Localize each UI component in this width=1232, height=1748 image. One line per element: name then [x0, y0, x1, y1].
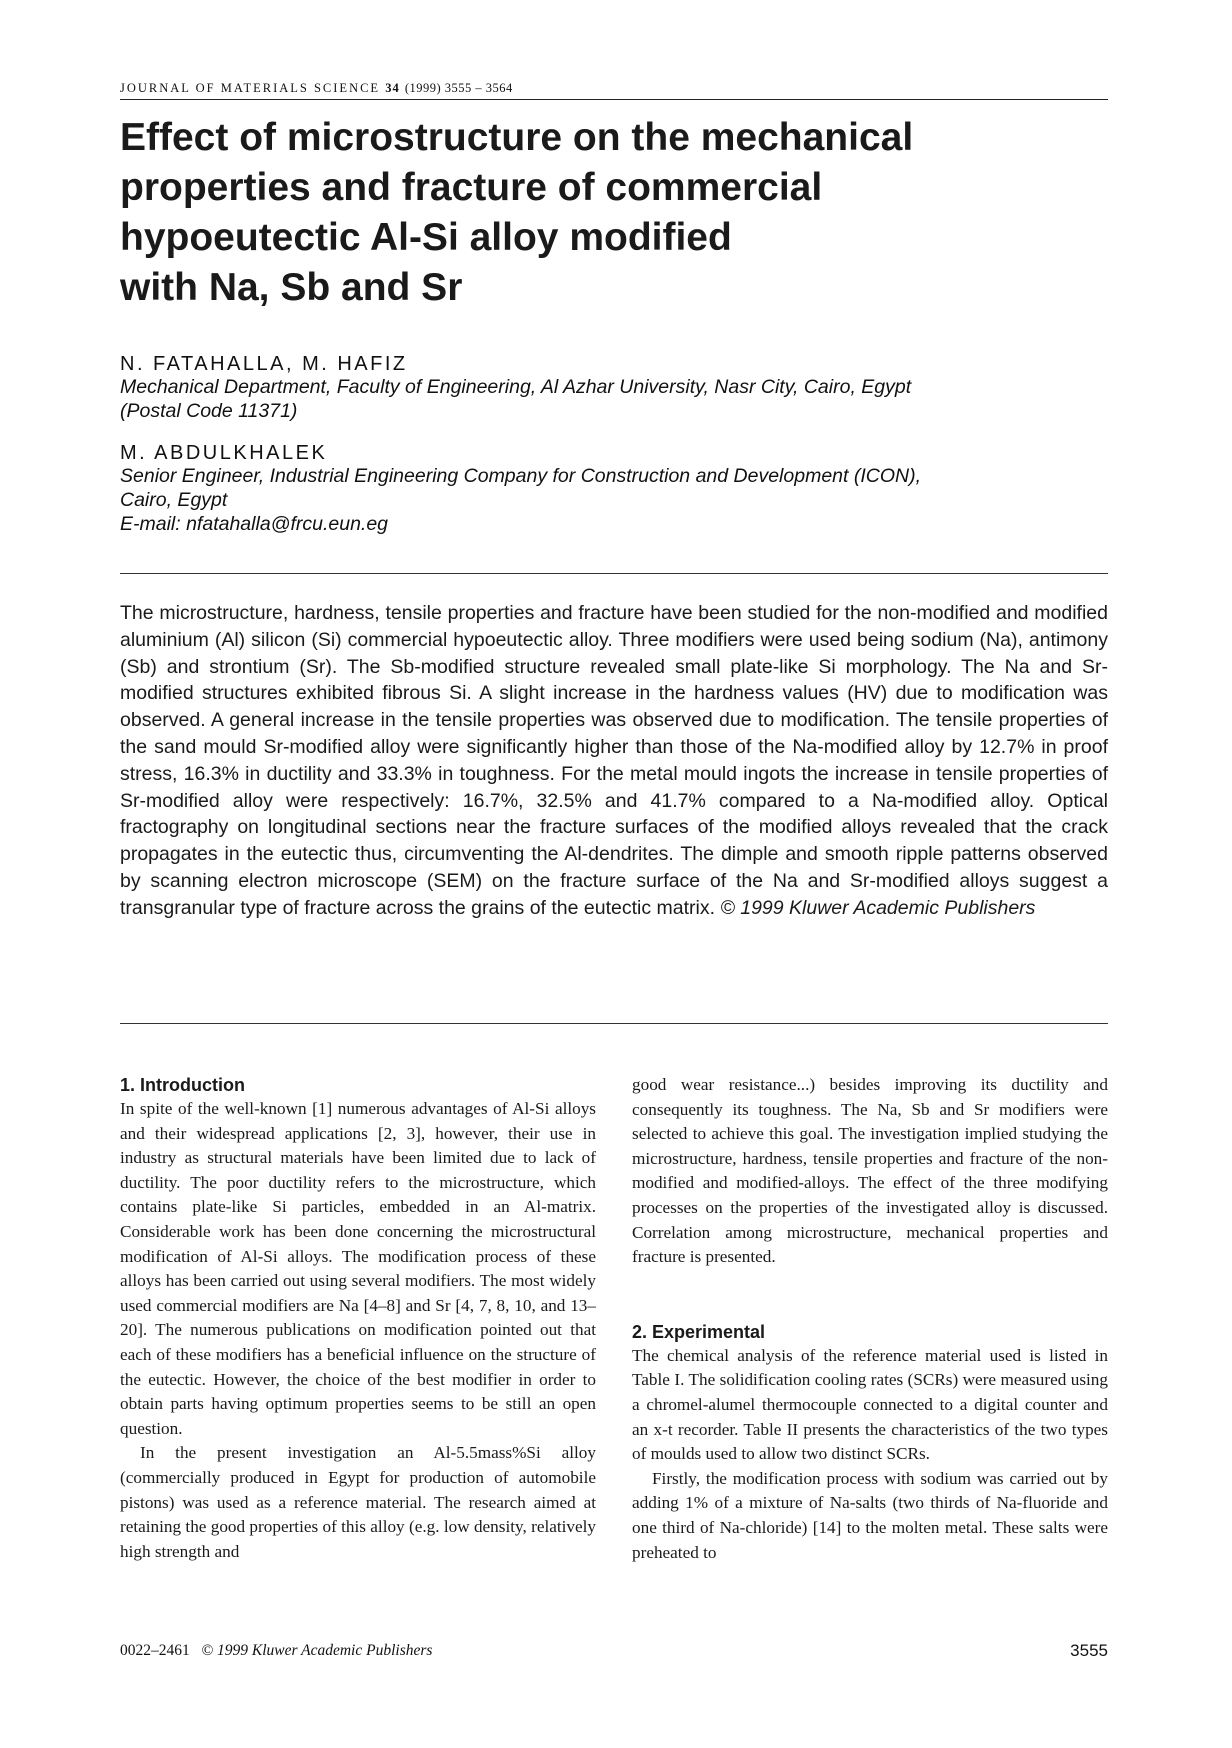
right-column	[632, 1073, 1108, 1565]
author-email: E-mail: nfatahalla@frcu.eun.eg	[120, 513, 389, 535]
affiliation-line: Cairo, Egypt	[120, 489, 228, 511]
divider	[120, 1023, 1108, 1024]
paragraph: In spite of the well-known [1] numerous advantages of Al-Si alloys and their widespread applications [2, 3], however, their use in industry as structural materials have been limited due to lack of ductility. The poor ductility refers to the microstructure, which contains plate-like Si particles, embedded in an Al-matrix. Considerable work has been done concerning the microstructural modification of Al-Si alloys. The modification process of these alloys has been carried out using several modifiers. The most widely used commercial modifiers are Na [4–8] and Sr [4, 7, 8, 10, and 13–20]. The numerous publications on modification pointed out that each of these modifiers has a beneficial influence on the structure of the eutectic. However, the choice of the best modifier in order to obtain parts having optimum properties seems to be still an open question.	[120, 1099, 596, 1438]
title-line: Effect of microstructure on the mechanical	[120, 116, 914, 159]
affiliation-line: Mechanical Department, Faculty of Engineering, Al Azhar University, Nasr City, Cairo, Egypt	[120, 376, 912, 398]
footer-copyright: © 1999 Kluwer Academic Publishers	[201, 1642, 433, 1659]
divider	[120, 573, 1108, 574]
abstract-copyright: © 1999 Kluwer Academic Publishers	[720, 896, 1036, 919]
paper-page	[120, 0, 1108, 1748]
title-line: properties and fracture of commercial	[120, 166, 823, 209]
abstract	[120, 600, 1108, 922]
section-heading-experimental: 2. Experimental	[632, 1321, 766, 1342]
running-head	[120, 80, 1108, 100]
page-footer	[120, 1641, 1108, 1661]
left-column	[120, 1073, 596, 1564]
footer-issn-line	[120, 1642, 432, 1659]
abstract-text: The microstructure, hardness, tensile properties and fracture have been studied for the non-modified and modified aluminium (Al) silicon (Si) commercial hypoeutectic alloy. Three modifiers were used being sodium (Na), antimony (Sb) and strontium (Sr). The Sb-modified structure revealed small plate-like Si morphology. The Na and Sr-modified structures exhibited fibrous Si. A slight increase in the hardness values (HV) due to modification was observed. A general increase in the tensile properties was observed due to modification. The tensile properties of the sand mould Sr-modified alloy were significantly higher than those of the Na-modified alloy by 12.7% in proof stress, 16.3% in ductility and 33.3% in toughness. For the metal mould ingots the increase in tensile properties of Sr-modified alloy were respectively: 16.7%, 32.5% and 41.7% compared to a Na-modified alloy. Optical fractography on longitudinal sections near the fracture surfaces of the modified alloys revealed that the crack propagates in the eutectic thus, circumventing the Al-dendrites. The dimple and smooth ripple patterns observed by scanning electron microscope (SEM) on the fracture surface of the Na and Sr-modified alloys suggest a transgranular type of fracture across the grains of the eutectic matrix.	[120, 602, 1108, 919]
author-names: M. ABDULKHALEK	[120, 442, 328, 464]
journal-name: JOURNAL OF MATERIALS SCIENCE	[120, 81, 381, 95]
affiliation-line: (Postal Code 11371)	[120, 400, 298, 422]
section-heading-introduction: 1. Introduction	[120, 1075, 245, 1095]
author-affiliation	[120, 375, 1108, 423]
paragraph: The chemical analysis of the reference material used is listed in Table I. The solidification cooling rates (SCRs) were measured using a chromel-alumel thermocouple connected to a digital counter and an x-t recorder. Table II presents the characteristics of the two types of moulds used to allow two distinct SCRs.	[632, 1345, 1108, 1464]
title-line: with Na, Sb and Sr	[120, 266, 463, 309]
author-names: N. FATAHALLA, M. HAFIZ	[120, 353, 408, 375]
paper-title	[120, 113, 1108, 313]
paragraph: good wear resistance...) besides improving its ductility and consequently its toughness. The Na, Sb and Sr modifiers were selected to achieve this goal. The investigation implied studying the microstructure, hardness, tensile properties and fracture of the non-modified and modified-alloys. The effect of the three modifying processes on the properties of the investigated alloy is discussed. Correlation among microstructure, mechanical properties and fracture is presented.	[632, 1075, 1108, 1267]
paragraph: In the present investigation an Al-5.5mass%Si alloy (commercially produced in Egypt for production of automobile pistons) was used as a reference material. The research aimed at retaining the good properties of this alloy (e.g. low density, relatively high strength and	[120, 1443, 596, 1561]
footer-issn: 0022–2461	[120, 1642, 190, 1659]
paragraph: Firstly, the modification process with sodium was carried out by adding 1% of a mixture of Na-salts (two thirds of Na-fluoride and one third of Na-chloride) [14] to the molten metal. These salts were preheated to	[632, 1468, 1108, 1562]
affiliation-line: Senior Engineer, Industrial Engineering Company for Construction and Development (ICON),	[120, 465, 921, 487]
journal-year-pages: (1999) 3555 – 3564	[404, 81, 513, 95]
title-line: hypoeutectic Al-Si alloy modified	[120, 216, 732, 259]
journal-volume: 34	[385, 81, 400, 95]
page-number: 3555	[1070, 1641, 1108, 1660]
author-affiliation	[120, 464, 1108, 536]
